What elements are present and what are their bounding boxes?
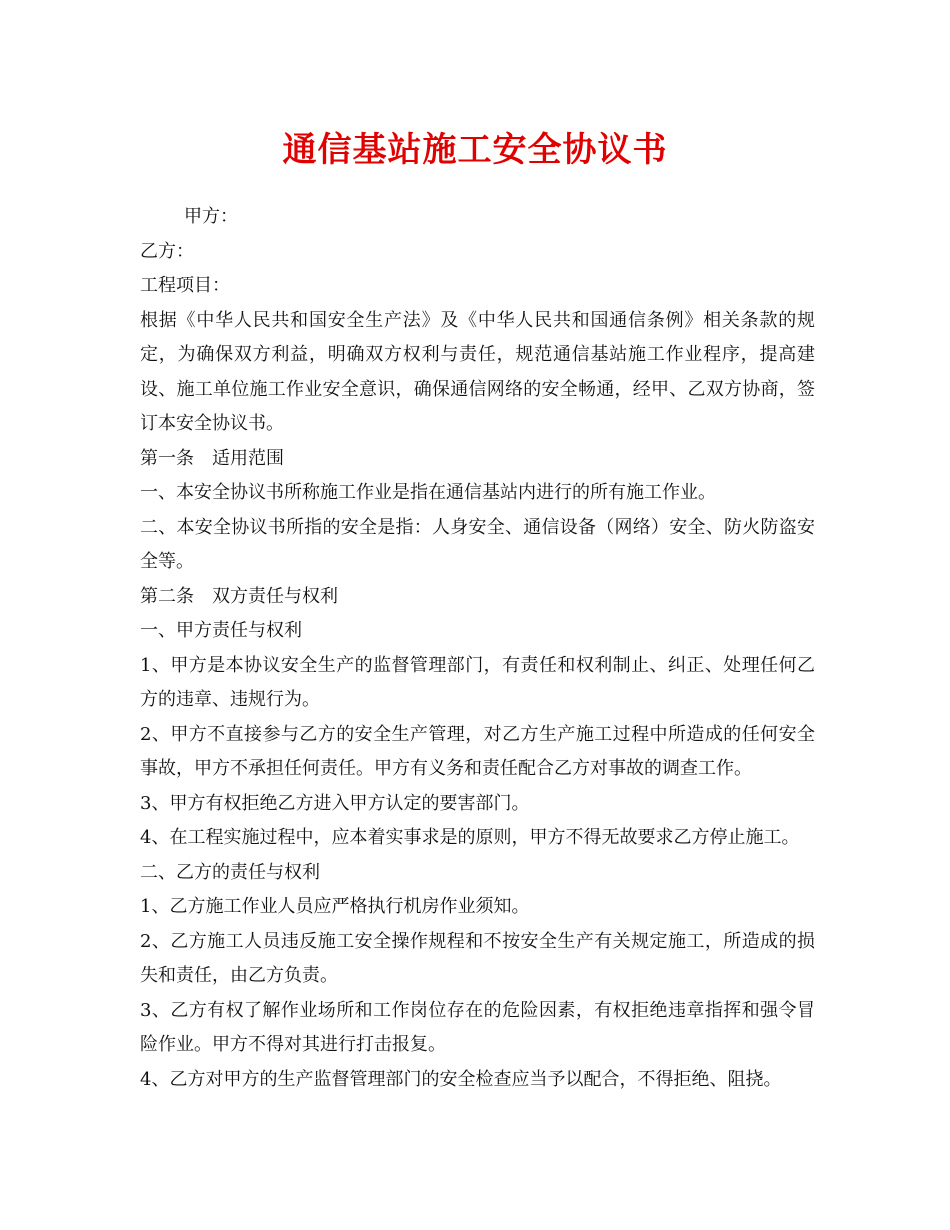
document-title: 通信基站施工安全协议书 [282, 130, 668, 170]
party-a-line: 甲方： [184, 206, 238, 227]
section-heading: 一、甲方责任与权利 [140, 620, 302, 641]
clause-paragraph: 4、在工程实施过程中，应本着实事求是的原则，甲方不得无故要求乙方停止施工。 [140, 827, 800, 848]
clause-paragraph: 3、乙方有权了解作业场所和工作岗位存在的危险因素，有权拒绝违章指挥和强令冒险作业。甲方不得对其进行打击报复。 [140, 999, 815, 1055]
clause-paragraph: 1、甲方是本协议安全生产的监督管理部门，有责任和权利制止、纠正、处理任何乙方的违章、违规行为。 [140, 654, 815, 710]
clause-paragraph: 1、乙方施工作业人员应严格执行机房作业须知。 [140, 896, 530, 917]
party-b-line: 乙方： [140, 240, 194, 262]
clause-paragraph: 3、甲方有权拒绝乙方进入甲方认定的要害部门。 [140, 792, 530, 814]
clause-paragraph: 二、本安全协议书所指的安全是指：人身安全、通信设备（网络）安全、防火防盗安全等。 [140, 516, 815, 572]
article-heading: 第一条 适用范围 [140, 447, 284, 469]
article-heading: 第二条 双方责任与权利 [140, 585, 338, 607]
clause-paragraph: 4、乙方对甲方的生产监督管理部门的安全检查应当予以配合，不得拒绝、阻挠。 [140, 1068, 782, 1090]
clause-paragraph: 一、本安全协议书所称施工作业是指在通信基站内进行的所有施工作业。 [140, 482, 716, 503]
clause-paragraph: 2、乙方施工人员违反施工安全操作规程和不按安全生产有关规定施工，所造成的损失和责任，由乙方负责。 [140, 930, 815, 986]
document-body [140, 200, 815, 1097]
preamble-paragraph: 根据《中华人民共和国安全生产法》及《中华人民共和国通信条例》相关条款的规定，为确保双方利益，明确双方权利与责任，规范通信基站施工作业程序，提高建设、施工单位施工作业安全意识，确保通信网络的安全畅通，经甲、乙双方协商，签订本安全协议书。 [140, 309, 815, 434]
project-line: 工程项目： [140, 275, 230, 296]
section-heading: 二、乙方的责任与权利 [140, 861, 320, 883]
clause-paragraph: 2、甲方不直接参与乙方的安全生产管理，对乙方生产施工过程中所造成的任何安全事故，甲方不承担任何责任。甲方有义务和责任配合乙方对事故的调查工作。 [140, 723, 815, 779]
